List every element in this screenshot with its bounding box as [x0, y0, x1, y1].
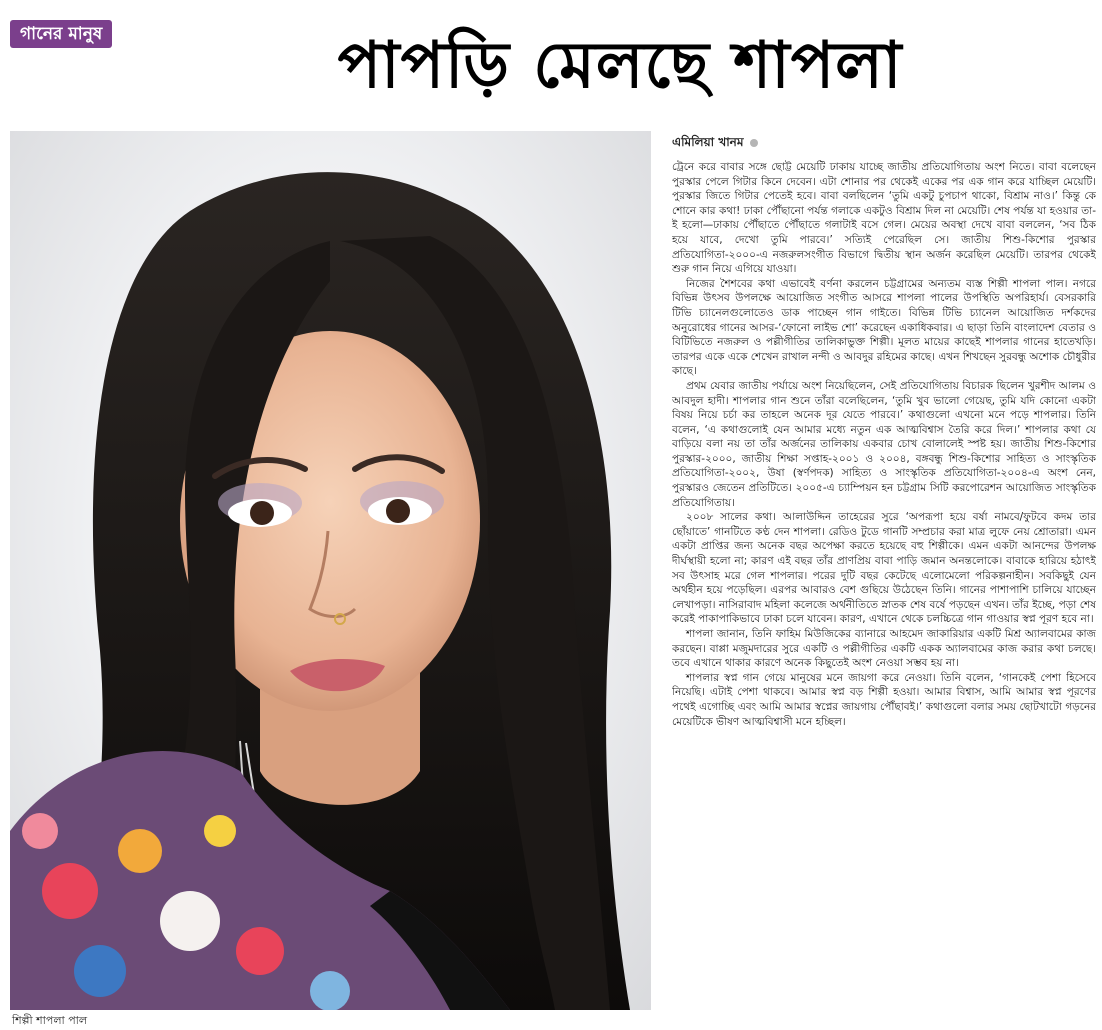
article-paragraph: ২০০৮ সালের কথা। আলাউদ্দিন তাহেরের সুরে ‘অপরূপা হয়ে বর্ষা নামবে/ফুটবে কদম তার ছোঁয়াতে’ গানটিতে কণ্ঠ দেন শাপলা। রেডিও টুডে গানটি সম্প্রচার করা মাত্র লুফে নেয় শ্রোতারা। এমন একটা প্রাপ্তির জন্য অনেক বছর অপেক্ষা করতে হয়েছে বহু শিল্পীকে। এমন একটা আনন্দের উপলক্ষ দীর্ঘস্থায়ী হলো না; কারণ এই বছর তাঁর প্রাণপ্রিয় বাবা পাড়ি জমান অনন্তলোকে। বাবাকে হারিয়ে হঠাৎই সব উৎসাহ মরে গেল শাপলার। পরের দুটি বছর কেটেছে এলোমেলো পরিকল্পনাহীন। সবকিছুই যেন অর্থহীন হয়ে পড়েছিল। এরপর আবারও বেশ গুছিয়ে উঠেছেন তিনি। গানের পাশাপাশি চালিয়ে যাচ্ছেন লেখাপড়া। নাসিরাবাদ মহিলা কলেজে অর্থনীতিতে স্নাতক শেষ বর্ষে পড়ছেন এখন। তাঁর ইচ্ছে, পড়া শেষ করেই পাকাপাকিভাবে ঢাকা চলে যাবেন। কারণ, এখানে থেকে চলচ্চিত্রে গান গাওয়ার স্বপ্ন পূরণ হবে না।: [672, 511, 1096, 626]
headline: পাপড়ি মেলছে শাপলা: [337, 29, 903, 103]
photo-caption: শিল্পী শাপলা পাল: [12, 1014, 88, 1027]
article-paragraph: নিজের শৈশবের কথা এভাবেই বর্ণনা করলেন চট্টগ্রামের অন্যতম ব্যস্ত শিল্পী শাপলা পাল। নগরে বিভিন্ন উৎসব উপলক্ষে আয়োজিত সংগীত আসরে শাপলা পালের উপস্থিতি অপরিহার্য। বেসরকারি টিভি চ্যানেলগুলোতেও ডাক পাচ্ছেন গান গাইতে। বিভিন্ন টিভি চ্যানেল আয়োজিত দর্শকদের অনুরোধের গানের আসর-‘ফোনো লাইভ শো’ করেছেন একাধিকবার। এ ছাড়া তিনি বাংলাদেশ বেতার ও বিটিভিতে নজরুল ও পল্লীগীতির তালিকাভুক্ত শিল্পী। মূলত মায়ের কাছেই শাপলার গানের হাতেখড়ি। তারপর একে একে শেখেন রাখাল নন্দী ও আবদুর রহিমের কাছে। এখন শিখছেন সুরবন্ধু অশোক চৌধুরীর কাছে।: [672, 277, 1096, 378]
section-label: গানের মানুষ: [10, 20, 112, 48]
article-paragraph: শাপলা জানান, তিনি ফাহিম মিউজিকের ব্যানারে আহমেদ জাকারিয়ার একটি মিশ্র অ্যালবামের কাজ করছেন। বাপ্পা মজুমদারের সুরে একটি ও পল্লীগীতির একটি একক অ্যালবামের কাজ করার কথা চলছে। তবে এখানে থাকার কারণে অনেক কিছুতেই অংশ নেওয়া সম্ভব হয় না।: [672, 628, 1096, 670]
portrait-photo: [10, 131, 651, 1010]
author-name: এমিলিয়া খানম: [672, 135, 744, 149]
article-paragraph: শাপলার স্বপ্ন গান গেয়ে মানুষের মনে জায়গা করে নেওয়া। তিনি বলেন, ‘গানকেই পেশা হিসেবে নিয়েছি। এটাই পেশা থাকবে। আমার স্বপ্ন বড় শিল্পী হওয়া। আমার বিশ্বাস, আমি আমার স্বপ্ন পূরণের পথেই এগোচ্ছি এবং আমি আমার স্বপ্নের জায়গায় পৌঁছাবই।’ কথাগুলো বলার সময় ছোটখাটো গড়নের মেয়েটিকে ভীষণ আত্মবিশ্বাসী মনে হচ্ছিল।: [672, 671, 1096, 728]
byline-bullet-icon: [750, 139, 758, 147]
byline: [672, 134, 758, 150]
article-paragraph: ট্রেনে করে বাবার সঙ্গে ছোট্ট মেয়েটি ঢাকায় যাচ্ছে জাতীয় প্রতিযোগিতায় অংশ নিতে। বাবা বলেছেন পুরস্কার পেলে গিটার কিনে দেবেন। এটা শোনার পর থেকেই একের পর এক গান করে যাচ্ছিল মেয়েটি। পুরস্কার জিতে গিটার পেতেই হবে। বাবা বলছিলেন ‘তুমি একটু চুপচাপ থাকো, বিশ্রাম নাও।’ কিন্তু কে শোনে কার কথা! ঢাকা পৌঁছানো পর্যন্ত গলাকে একটুও বিশ্রাম দিল না মেয়েটি। শেষ পর্যন্ত যা হওয়ার তা-ই হলো—ঢাকায় পৌঁছাতে পৌঁছাতে গলাটাই বসে গেল। মেয়ের অবস্থা দেখে বাবা বললেন, ‘সব ঠিক হয়ে যাবে, দেখো তুমি পারবে।’ সত্যিই পেরেছিল সে। জাতীয় শিশু-কিশোর পুরস্কার প্রতিযোগিতা-২০০০-এ নজরুলসংগীত বিভাগে দ্বিতীয় স্থান অর্জন করেছিল মেয়েটি। তারপর থেকেই শুরু গান নিয়ে এগিয়ে যাওয়া।: [672, 161, 1096, 276]
article-body: [672, 160, 1096, 1022]
article-paragraph: প্রথম যেবার জাতীয় পর্যায়ে অংশ নিয়েছিলেন, সেই প্রতিযোগিতায় বিচারক ছিলেন খুরশীদ আলম ও আবদুল হাদী। শাপলার গান শুনে তাঁরা বলেছিলেন, ‘তুমি খুব ভালো গেয়েছ, তুমি যদি কোনো একটা বিষয় নিয়ে চর্চা কর তাহলে অনেক দূর যেতে পারবে।’ কথাগুলো এখনো মনে পড়ে শাপলার। তিনি বলেন, ‘এ কথাগুলোই যেন আমার মধ্যে নতুন এক আত্মবিশ্বাস তৈরি করে দিল।’ শাপলার কথা যে বাড়িয়ে বলা নয় তা তাঁর অর্জনের তালিকায় একবার চোখ বোলালেই স্পষ্ট হয়। জাতীয় শিশু-কিশোর পুরস্কার-২০০০, জাতীয় শিক্ষা সপ্তাহ-২০০১ ও ২০০৪, বঙ্গবন্ধু শিশু-কিশোর সাহিত্য ও সাংস্কৃতিক প্রতিযোগিতা-২০০২, উষা (স্বর্ণপদক) সাহিত্য ও সাংস্কৃতিক প্রতিযোগিতা-২০০৪-এ অংশ নেন, পুরস্কারও জেতেন প্রতিটিতে। ২০০৫-এ চ্যাম্পিয়ন হন চট্টগ্রাম সিটি করপোরেশন আয়োজিত সাংস্কৃতিক প্রতিযোগিতায়।: [672, 379, 1096, 509]
